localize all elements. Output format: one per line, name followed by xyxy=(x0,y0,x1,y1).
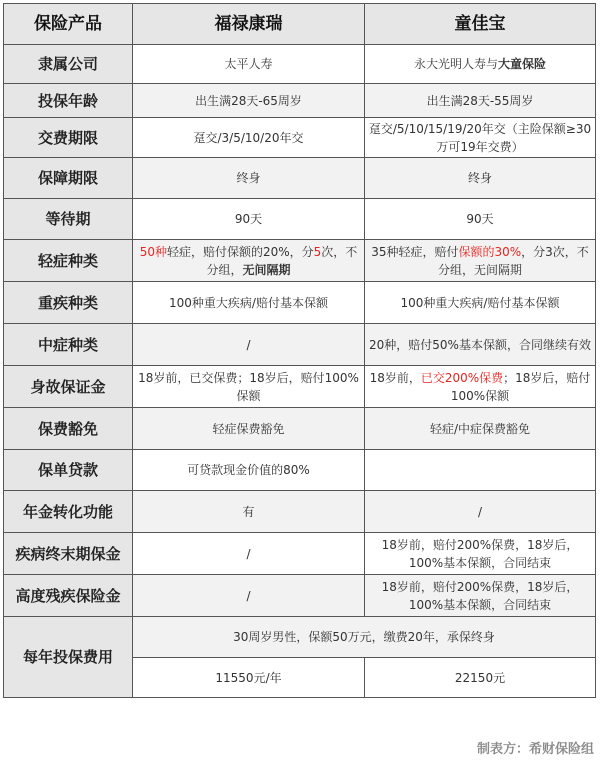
premium-description: 30周岁男性，保额50万元，缴费20年，承保终身 xyxy=(133,617,596,658)
table-row xyxy=(4,199,596,240)
payment-b: 趸交/5/10/15/19/20年交（主险保额≥30万可19年交费） xyxy=(365,118,596,158)
waiting-a: 90天 xyxy=(133,199,365,240)
header-product-b: 童佳宝 xyxy=(365,4,596,45)
row-label: 高度残疾保险金 xyxy=(4,575,133,617)
age-a: 出生满28天-65周岁 xyxy=(133,84,365,118)
coverage-a: 终身 xyxy=(133,158,365,199)
row-label: 保障期限 xyxy=(4,158,133,199)
table-row xyxy=(4,84,596,118)
coverage-b: 终身 xyxy=(365,158,596,199)
premium-a: 11550元/年 xyxy=(133,658,365,698)
header-insurance-product: 保险产品 xyxy=(4,4,133,45)
row-label: 重疾种类 xyxy=(4,282,133,324)
moderate-a: / xyxy=(133,324,365,366)
table-row xyxy=(4,617,596,658)
row-label: 保单贷款 xyxy=(4,450,133,491)
age-b: 出生满28天-55周岁 xyxy=(365,84,596,118)
waiting-b: 90天 xyxy=(365,199,596,240)
mild-b: 35种轻症，赔付保额的30%，分3次，不分组，无间隔期 xyxy=(365,240,596,282)
table-row xyxy=(4,158,596,199)
critical-b: 100种重大疾病/赔付基本保额 xyxy=(365,282,596,324)
table-row xyxy=(4,324,596,366)
table-row xyxy=(4,118,596,158)
death-b: 18岁前，已交200%保费；18岁后，赔付100%保额 xyxy=(365,366,596,408)
loan-a: 可贷款现金价值的80% xyxy=(133,450,365,491)
row-label: 每年投保费用 xyxy=(4,617,133,698)
terminal-a: / xyxy=(133,533,365,575)
table-row xyxy=(4,533,596,575)
table-row xyxy=(4,408,596,450)
waiver-a: 轻症保费豁免 xyxy=(133,408,365,450)
table-row xyxy=(4,450,596,491)
mild-a: 50种轻症，赔付保额的20%，分5次，不分组，无间隔期 xyxy=(133,240,365,282)
row-label: 身故保证金 xyxy=(4,366,133,408)
row-label: 隶属公司 xyxy=(4,45,133,84)
row-label: 交费期限 xyxy=(4,118,133,158)
table-header-row xyxy=(4,4,596,45)
row-label: 轻症种类 xyxy=(4,240,133,282)
row-label: 保费豁免 xyxy=(4,408,133,450)
table-row xyxy=(4,366,596,408)
loan-b xyxy=(365,450,596,491)
row-label: 投保年龄 xyxy=(4,84,133,118)
row-label: 年金转化功能 xyxy=(4,491,133,533)
header-product-a: 福禄康瑞 xyxy=(133,4,365,45)
annuity-a: 有 xyxy=(133,491,365,533)
row-label: 等待期 xyxy=(4,199,133,240)
row-label: 疾病终末期保金 xyxy=(4,533,133,575)
terminal-b: 18岁前，赔付200%保费，18岁后，100%基本保额，合同结束 xyxy=(365,533,596,575)
row-label: 中症种类 xyxy=(4,324,133,366)
death-a: 18岁前，已交保费；18岁后，赔付100%保额 xyxy=(133,366,365,408)
premium-b: 22150元 xyxy=(365,658,596,698)
company-b: 永大光明人寿与大童保险 xyxy=(365,45,596,84)
table-row xyxy=(4,282,596,324)
annuity-b: / xyxy=(365,491,596,533)
moderate-b: 20种，赔付50%基本保额，合同继续有效 xyxy=(365,324,596,366)
table-row xyxy=(4,491,596,533)
critical-a: 100种重大疾病/赔付基本保额 xyxy=(133,282,365,324)
comparison-table xyxy=(3,3,596,698)
payment-a: 趸交/3/5/10/20年交 xyxy=(133,118,365,158)
table-row xyxy=(4,240,596,282)
disability-a: / xyxy=(133,575,365,617)
table-source-credit: 制表方：希财保险组 xyxy=(476,742,594,757)
table-row xyxy=(4,575,596,617)
table-row xyxy=(4,45,596,84)
company-a: 太平人寿 xyxy=(133,45,365,84)
waiver-b: 轻症/中症保费豁免 xyxy=(365,408,596,450)
disability-b: 18岁前，赔付200%保费，18岁后，100%基本保额，合同结束 xyxy=(365,575,596,617)
